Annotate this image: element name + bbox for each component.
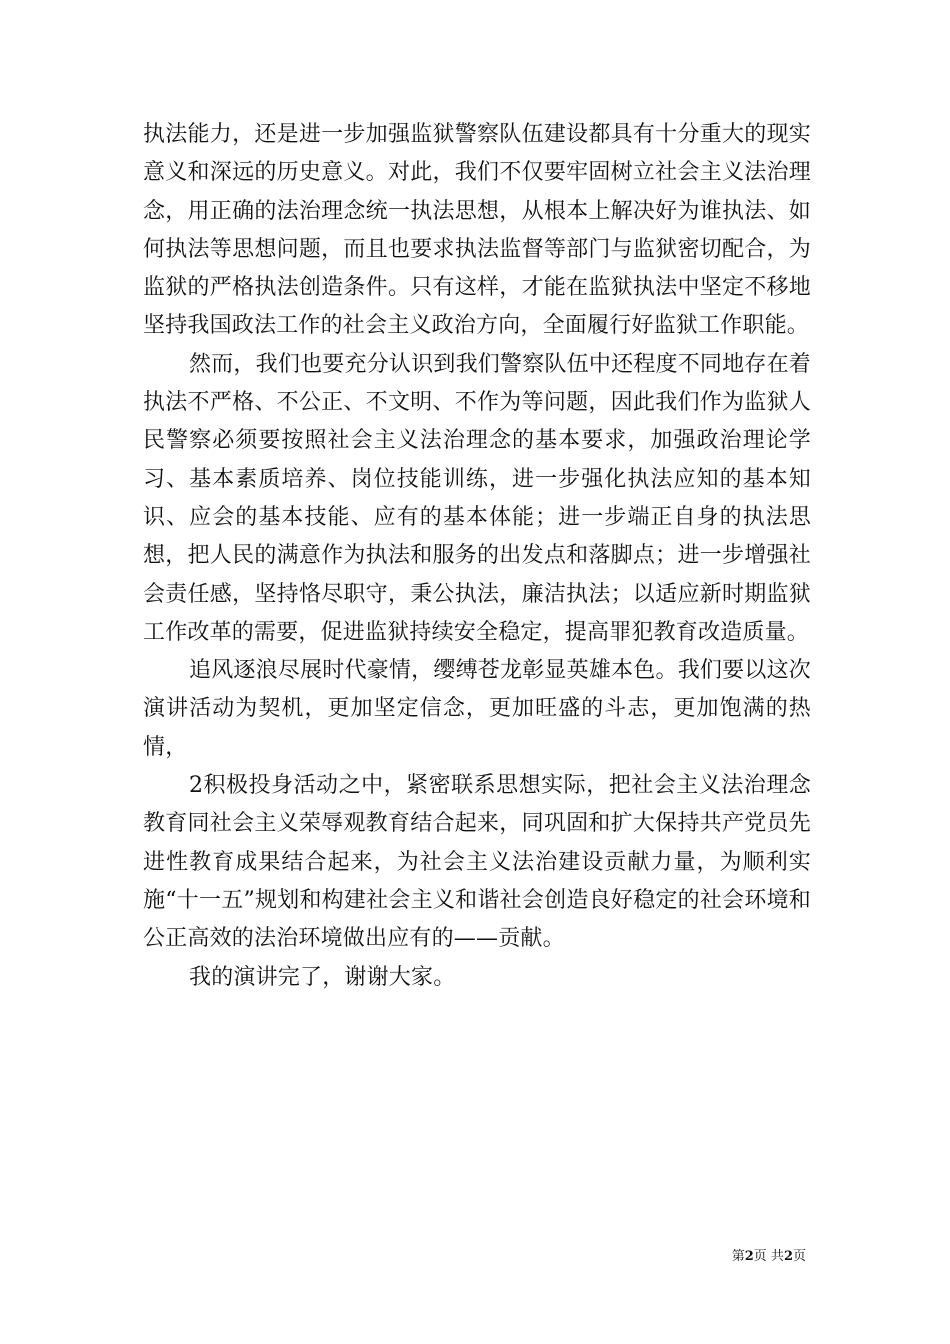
paragraph: 然而，我们也要充分认识到我们警察队伍中还程度不同地存在着执法不严格、不公正、不文明、不作为等问题，因此我们作为监狱人民警察必须要按照社会主义法治理念的基本要求，加强政治理论学习、基本素质培养、岗位技能训练，进一步强化执法应知的基本知识、应会的基本技能、应有的基本体能；进一步端正自身的执法思想，把人民的满意作为执法和服务的出发点和落脚点；进一步增强社会责任感，坚持恪尽职守，秉公执法，廉洁执法；以适应新时期监狱工作改革的需要，促进监狱持续安全稳定，提高罪犯教育改造质量。: [143, 351, 811, 645]
total-page-number: 2: [783, 1249, 793, 1264]
footer-suffix: 页: [792, 1249, 806, 1264]
paragraph: 2积极投身活动之中，紧密联系思想实际，把社会主义法治理念教育同社会主义荣辱观教育结合起来，同巩固和扩大保持共产党员先进性教育成果结合起来，为社会主义法治建设贡献力量，为顺利实施“十一五”规划和构建社会主义和谐社会创造良好稳定的社会环境和公正高效的法治环境做出应有的——贡献。: [143, 773, 811, 952]
paragraph-closing: 我的演讲完了，谢谢大家。: [189, 964, 456, 990]
footer-prefix: 第: [731, 1249, 745, 1264]
paragraph-continuation: 执法能力，还是进一步加强监狱警察队伍建设都具有十分重大的现实意义和深远的历史意义。对此，我们不仅要牢固树立社会主义法治理念，用正确的法治理念统一执法思想，从根本上解决好为谁执法、如何执法等思想问题，而且也要求执法监督等部门与监狱密切配合，为监狱的严格执法创造条件。只有这样，才能在监狱执法中坚定不移地坚持我国政法工作的社会主义政治方向，全面履行好监狱工作职能。: [143, 122, 811, 339]
document-body: [143, 116, 811, 997]
paragraph: 追风逐浪尽展时代豪情，缨缚苍龙彰显英雄本色。我们要以这次演讲活动为契机，更加坚定信念，更加旺盛的斗志，更加饱满的热情，: [143, 658, 811, 760]
page-number-footer: [732, 1248, 806, 1266]
current-page-number: 2: [744, 1249, 754, 1264]
footer-middle: 页 共: [753, 1249, 784, 1264]
